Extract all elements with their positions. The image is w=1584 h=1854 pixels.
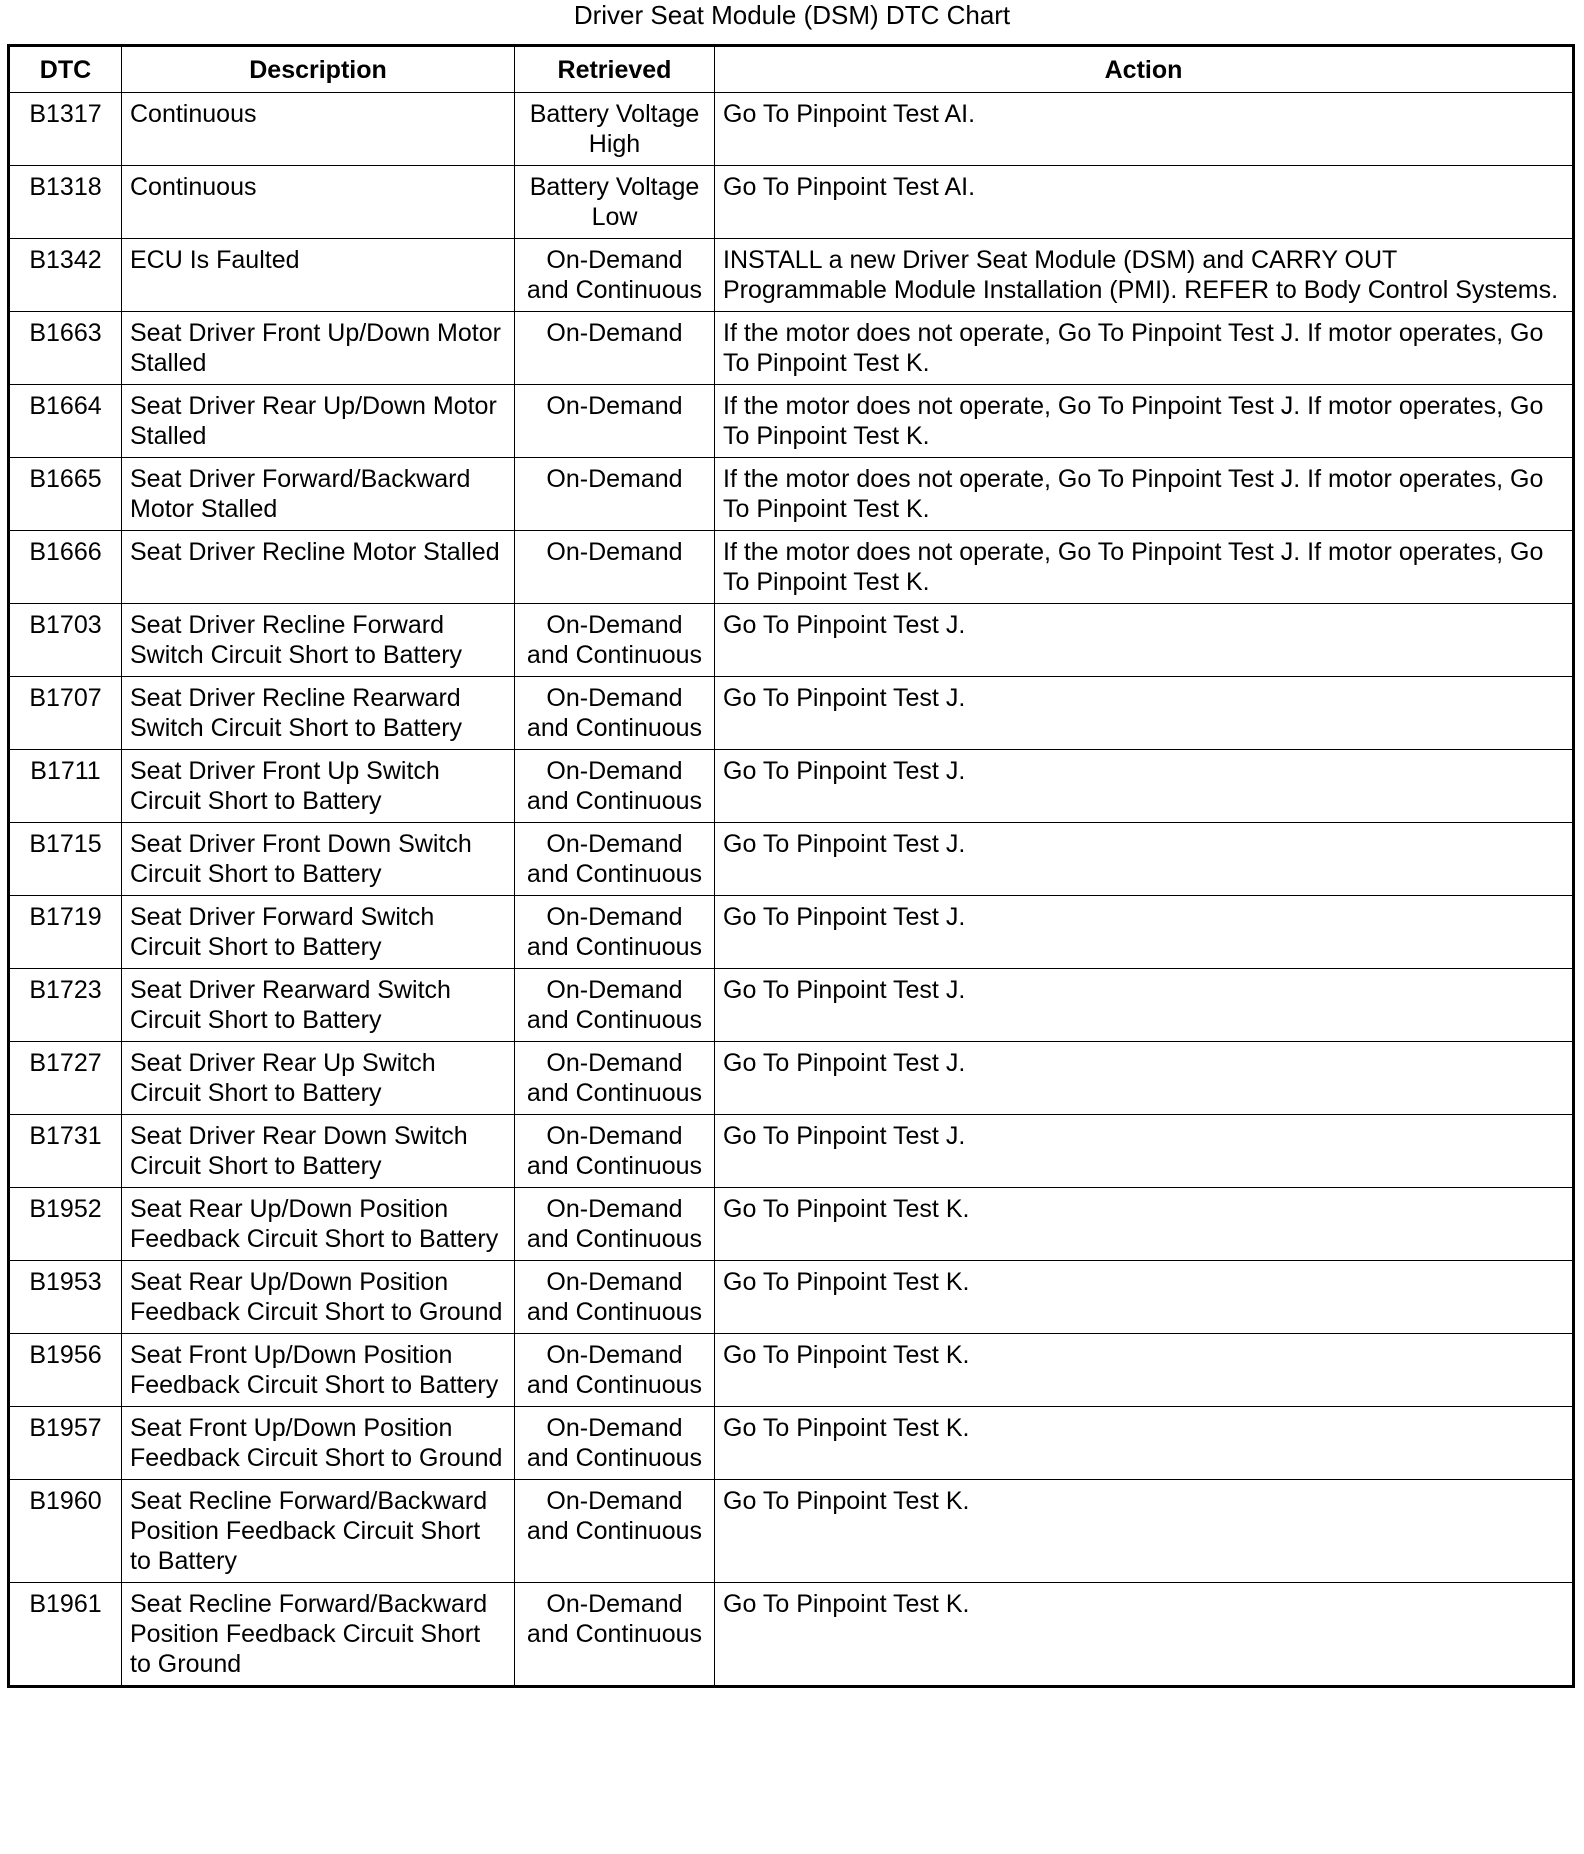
table-row: [9, 1583, 1574, 1687]
cell-dtc: B1663: [9, 312, 122, 385]
cell-description: Seat Recline Forward/Backward Position Feedback Circuit Short to Ground: [122, 1583, 515, 1687]
cell-retrieved: Battery Voltage Low: [515, 166, 715, 239]
cell-description: Seat Driver Rear Down Switch Circuit Short to Battery: [122, 1115, 515, 1188]
cell-description: Seat Driver Forward Switch Circuit Short to Battery: [122, 896, 515, 969]
cell-action: Go To Pinpoint Test K.: [715, 1583, 1574, 1687]
table-row: [9, 458, 1574, 531]
cell-retrieved: On-Demand: [515, 385, 715, 458]
column-header-action: Action: [715, 46, 1574, 93]
table-row: [9, 93, 1574, 166]
cell-dtc: B1342: [9, 239, 122, 312]
table-row: [9, 1188, 1574, 1261]
cell-action: Go To Pinpoint Test K.: [715, 1261, 1574, 1334]
cell-retrieved: On-Demand and Continuous: [515, 896, 715, 969]
cell-action: If the motor does not operate, Go To Pinpoint Test J. If motor operates, Go To Pinpoint Test K.: [715, 531, 1574, 604]
cell-dtc: B1956: [9, 1334, 122, 1407]
cell-dtc: B1960: [9, 1480, 122, 1583]
cell-description: Seat Driver Rearward Switch Circuit Short to Battery: [122, 969, 515, 1042]
cell-action: Go To Pinpoint Test J.: [715, 750, 1574, 823]
table-row: [9, 1334, 1574, 1407]
table-row: [9, 239, 1574, 312]
table-header-row: [9, 46, 1574, 93]
cell-dtc: B1723: [9, 969, 122, 1042]
cell-description: Seat Driver Recline Rearward Switch Circuit Short to Battery: [122, 677, 515, 750]
cell-action: Go To Pinpoint Test J.: [715, 969, 1574, 1042]
cell-dtc: B1731: [9, 1115, 122, 1188]
cell-action: If the motor does not operate, Go To Pinpoint Test J. If motor operates, Go To Pinpoint Test K.: [715, 385, 1574, 458]
cell-retrieved: On-Demand and Continuous: [515, 1407, 715, 1480]
dtc-table: [7, 44, 1575, 1688]
table-row: [9, 604, 1574, 677]
cell-description: Seat Rear Up/Down Position Feedback Circuit Short to Ground: [122, 1261, 515, 1334]
table-row: [9, 1042, 1574, 1115]
table-row: [9, 1480, 1574, 1583]
cell-dtc: B1952: [9, 1188, 122, 1261]
cell-description: Seat Rear Up/Down Position Feedback Circuit Short to Battery: [122, 1188, 515, 1261]
cell-dtc: B1953: [9, 1261, 122, 1334]
cell-dtc: B1707: [9, 677, 122, 750]
cell-description: Seat Driver Rear Up/Down Motor Stalled: [122, 385, 515, 458]
cell-action: Go To Pinpoint Test AI.: [715, 93, 1574, 166]
table-row: [9, 750, 1574, 823]
cell-dtc: B1957: [9, 1407, 122, 1480]
cell-dtc: B1727: [9, 1042, 122, 1115]
table-row: [9, 1407, 1574, 1480]
table-row: [9, 969, 1574, 1042]
table-row: [9, 385, 1574, 458]
cell-description: Seat Driver Recline Motor Stalled: [122, 531, 515, 604]
cell-retrieved: On-Demand and Continuous: [515, 1188, 715, 1261]
cell-description: Seat Driver Rear Up Switch Circuit Short to Battery: [122, 1042, 515, 1115]
cell-description: Continuous: [122, 93, 515, 166]
cell-retrieved: Battery Voltage High: [515, 93, 715, 166]
column-header-dtc: DTC: [9, 46, 122, 93]
cell-dtc: B1665: [9, 458, 122, 531]
cell-action: Go To Pinpoint Test J.: [715, 1115, 1574, 1188]
cell-dtc: B1711: [9, 750, 122, 823]
cell-dtc: B1666: [9, 531, 122, 604]
cell-retrieved: On-Demand and Continuous: [515, 969, 715, 1042]
table-row: [9, 896, 1574, 969]
cell-description: Seat Driver Front Down Switch Circuit Short to Battery: [122, 823, 515, 896]
cell-description: ECU Is Faulted: [122, 239, 515, 312]
cell-dtc: B1715: [9, 823, 122, 896]
cell-action: If the motor does not operate, Go To Pinpoint Test J. If motor operates, Go To Pinpoint Test K.: [715, 312, 1574, 385]
cell-action: Go To Pinpoint Test AI.: [715, 166, 1574, 239]
cell-retrieved: On-Demand and Continuous: [515, 1261, 715, 1334]
cell-action: If the motor does not operate, Go To Pinpoint Test J. If motor operates, Go To Pinpoint Test K.: [715, 458, 1574, 531]
cell-description: Seat Driver Forward/Backward Motor Stalled: [122, 458, 515, 531]
cell-action: Go To Pinpoint Test J.: [715, 604, 1574, 677]
table-row: [9, 531, 1574, 604]
column-header-description: Description: [122, 46, 515, 93]
table-row: [9, 312, 1574, 385]
cell-description: Seat Front Up/Down Position Feedback Circuit Short to Battery: [122, 1334, 515, 1407]
cell-dtc: B1961: [9, 1583, 122, 1687]
cell-retrieved: On-Demand and Continuous: [515, 1042, 715, 1115]
cell-action: Go To Pinpoint Test J.: [715, 1042, 1574, 1115]
cell-description: Seat Front Up/Down Position Feedback Circuit Short to Ground: [122, 1407, 515, 1480]
cell-action: Go To Pinpoint Test J.: [715, 677, 1574, 750]
cell-retrieved: On-Demand and Continuous: [515, 677, 715, 750]
cell-description: Seat Driver Front Up/Down Motor Stalled: [122, 312, 515, 385]
cell-retrieved: On-Demand: [515, 531, 715, 604]
cell-retrieved: On-Demand and Continuous: [515, 1334, 715, 1407]
cell-retrieved: On-Demand and Continuous: [515, 604, 715, 677]
cell-description: Seat Driver Front Up Switch Circuit Short to Battery: [122, 750, 515, 823]
cell-retrieved: On-Demand and Continuous: [515, 1583, 715, 1687]
chart-title: Driver Seat Module (DSM) DTC Chart: [573, 0, 1011, 30]
cell-action: Go To Pinpoint Test K.: [715, 1407, 1574, 1480]
cell-description: Seat Recline Forward/Backward Position Feedback Circuit Short to Battery: [122, 1480, 515, 1583]
cell-action: Go To Pinpoint Test J.: [715, 896, 1574, 969]
cell-dtc: B1317: [9, 93, 122, 166]
cell-action: Go To Pinpoint Test K.: [715, 1334, 1574, 1407]
cell-dtc: B1664: [9, 385, 122, 458]
cell-dtc: B1318: [9, 166, 122, 239]
table-row: [9, 1115, 1574, 1188]
table-row: [9, 166, 1574, 239]
cell-action: Go To Pinpoint Test K.: [715, 1480, 1574, 1583]
cell-retrieved: On-Demand and Continuous: [515, 823, 715, 896]
table-row: [9, 677, 1574, 750]
cell-action: Go To Pinpoint Test J.: [715, 823, 1574, 896]
cell-retrieved: On-Demand: [515, 312, 715, 385]
table-row: [9, 1261, 1574, 1334]
cell-dtc: B1719: [9, 896, 122, 969]
cell-description: Seat Driver Recline Forward Switch Circuit Short to Battery: [122, 604, 515, 677]
cell-retrieved: On-Demand and Continuous: [515, 750, 715, 823]
table-body: [9, 93, 1574, 1687]
cell-dtc: B1703: [9, 604, 122, 677]
cell-description: Continuous: [122, 166, 515, 239]
cell-retrieved: On-Demand and Continuous: [515, 1480, 715, 1583]
cell-retrieved: On-Demand: [515, 458, 715, 531]
cell-retrieved: On-Demand and Continuous: [515, 1115, 715, 1188]
column-header-retrieved: Retrieved: [515, 46, 715, 93]
cell-action: Go To Pinpoint Test K.: [715, 1188, 1574, 1261]
cell-retrieved: On-Demand and Continuous: [515, 239, 715, 312]
cell-action: INSTALL a new Driver Seat Module (DSM) and CARRY OUT Programmable Module Installation (PMI). REFER to Body Control Systems.: [715, 239, 1574, 312]
table-row: [9, 823, 1574, 896]
